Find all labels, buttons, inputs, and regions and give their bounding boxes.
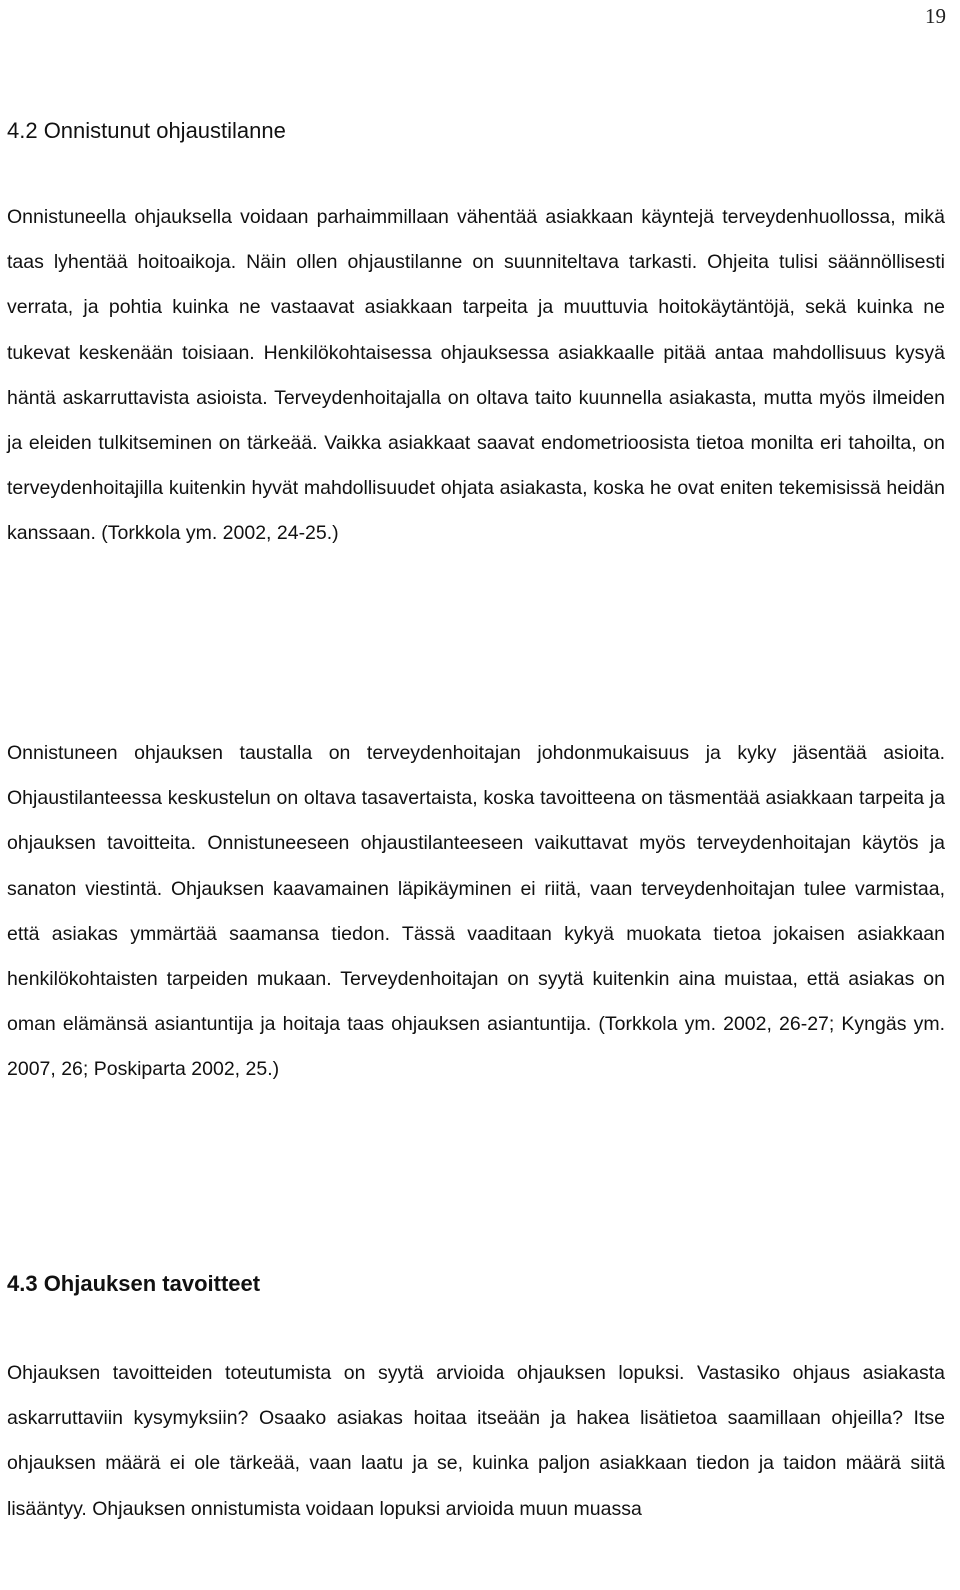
body-paragraph: Onnistuneen ohjauksen taustalla on terveydenhoitajan johdonmukaisuus ja kyky jäsentää asioita. Ohjaustilanteessa keskustelun on oltava tasavertaista, koska tavoitteena on täsmentää asiakkaan tarpeita ja ohjauksen tavoitteita. Onnistuneeseen ohjaustilanteeseen vaikuttavat myös terveydenhoitajan käytös ja sanaton viestintä. Ohjauksen kaavamainen läpikäyminen ei riitä, vaan terveydenhoitajan tulee varmistaa, että asiakas ymmärtää saamansa tiedon. Tässä vaaditaan kykyä muokata tietoa jokaisen asiakkaan henkilökohtaisten tarpeiden mukaan. Terveydenhoitajan on syytä kuitenkin aina muistaa, että asiakas on oman elämänsä asiantuntija ja hoitaja taas ohjauksen asiantuntija. (Torkkola ym. 2002, 26-27; Kyngäs ym. 2007, 26; Poskiparta 2002, 25.)	[7, 742, 945, 1081]
body-paragraph: Ohjauksen tavoitteiden toteutumista on syytä arvioida ohjauksen lopuksi. Vastasiko ohjaus asiakasta askarruttaviin kysymyksiin? Osaako asiakas hoitaa itseään ja hakea lisätietoa saamillaan ohjeilla? Itse ohjauksen määrä ei ole tärkeää, vaan laatu ja se, kuinka paljon asiakkaan tiedon ja taidon määrä siitä lisääntyy. Ohjauksen onnistumista voidaan lopuksi arvioida muun muassa	[7, 1362, 945, 1520]
page-number: 19	[925, 4, 946, 28]
body-paragraph: Onnistuneella ohjauksella voidaan parhaimmillaan vähentää asiakkaan käyntejä terveydenhuollossa, mikä taas lyhentää hoitoaikoja. Näin ollen ohjaustilanne on suunniteltava tarkasti. Ohjeita tulisi säännöllisesti verrata, ja pohtia kuinka ne vastaavat asiakkaan tarpeita ja muuttuvia hoitokäytäntöjä, sekä kuinka ne tukevat keskenään toisiaan. Henkilökohtaisessa ohjauksessa asiakkaalle pitää antaa mahdollisuus kysyä häntä askarruttavista asioista. Terveydenhoitajalla on oltava taito kuunnella asiakasta, mutta myös ilmeiden ja eleiden tulkitseminen on tärkeää. Vaikka asiakkaat saavat endometrioosista tietoa monilta eri tahoilta, on terveydenhoitajilla kuitenkin hyvät mahdollisuudet ohjata asiakasta, koska he ovat eniten tekemisissä heidän kanssaan. (Torkkola ym. 2002, 24-25.)	[7, 206, 945, 545]
section-heading: 4.3 Ohjauksen tavoitteet	[7, 1271, 261, 1296]
section-heading: 4.2 Onnistunut ohjaustilanne	[7, 118, 286, 143]
